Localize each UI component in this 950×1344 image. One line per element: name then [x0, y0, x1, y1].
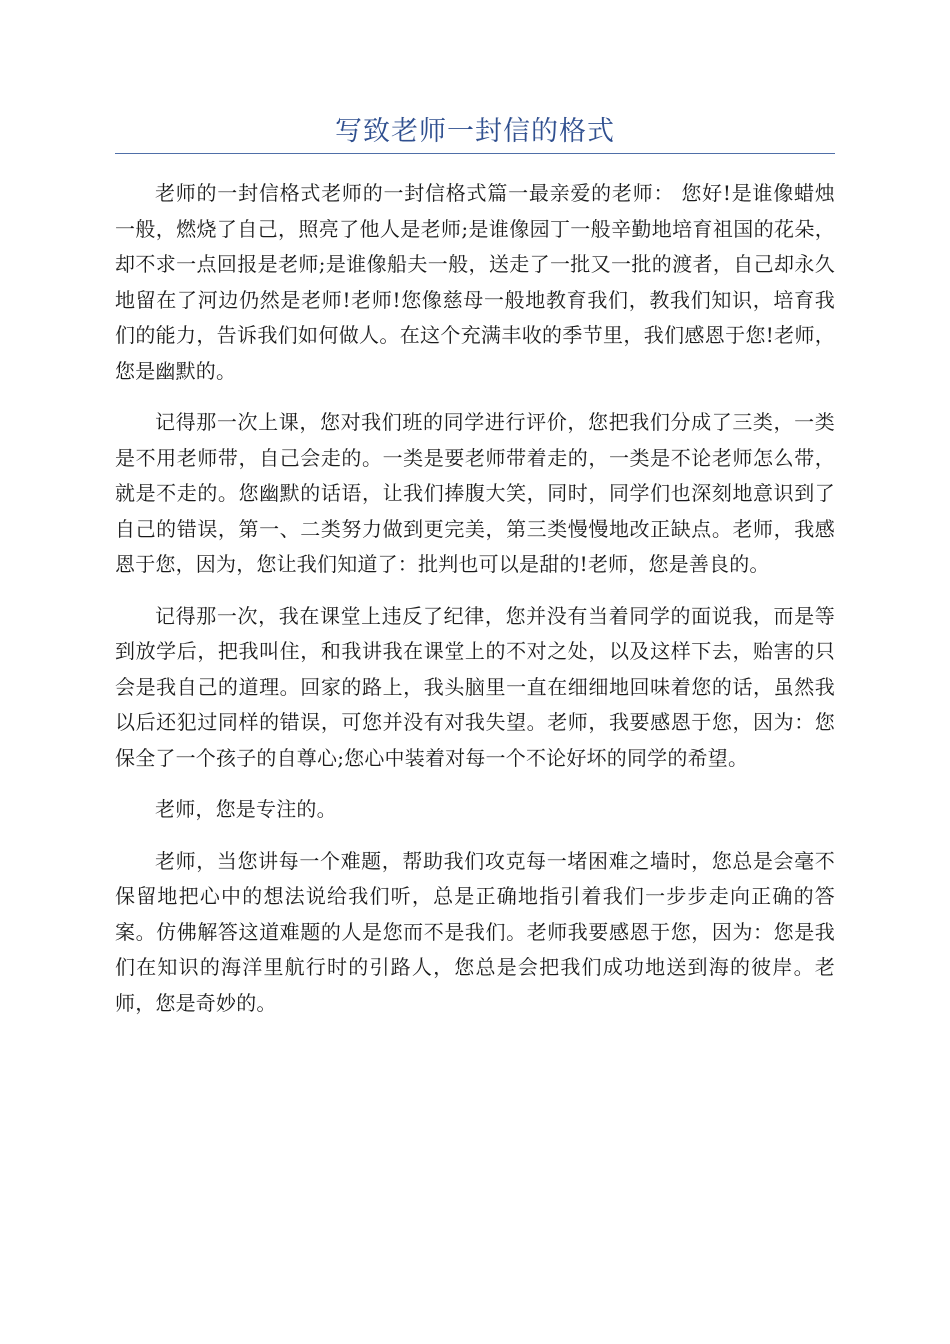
letter-body: [115, 176, 835, 1037]
paragraph-5: 老师，当您讲每一个难题，帮助我们攻克每一堵困难之墙时，您总是会毫不保留地把心中的想法说给我们听，总是正确地指引着我们一步步走向正确的答案。仿佛解答这道难题的人是您而不是我们。老师我要感恩于您，因为：您是我们在知识的海洋里航行时的引路人，您总是会把我们成功地送到海的彼岸。老师，您是奇妙的。: [115, 848, 835, 1015]
paragraph-4: 老师，您是专注的。: [155, 797, 337, 821]
title-underline: [115, 153, 835, 154]
paragraph-2: 记得那一次上课，您对我们班的同学进行评价，您把我们分成了三类，一类是不用老师带，自己会走的。一类是要老师带着走的，一类是不论老师怎么带，就是不走的。您幽默的话语，让我们捧腹大笑，同时，同学们也深刻地意识到了自己的错误，第一、二类努力做到更完美，第三类慢慢地改正缺点。老师，我感恩于您，因为，您让我们知道了：批判也可以是甜的!老师，您是善良的。: [115, 410, 835, 576]
paragraph-1: 老师的一封信格式老师的一封信格式篇一最亲爱的老师： 您好!是谁像蜡烛一般，燃烧了自己，照亮了他人是老师;是谁像园丁一般辛勤地培育祖国的花朵，却不求一点回报是老师;是谁像船夫一般，送走了一批又一批的渡者，自己却永久地留在了河边仍然是老师!老师!您像慈母一般地教育我们，教我们知识，培育我们的能力，告诉我们如何做人。在这个充满丰收的季节里，我们感恩于您!老师，您是幽默的。: [115, 181, 835, 383]
page-title: 写致老师一封信的格式: [335, 116, 615, 147]
paragraph-3: 记得那一次，我在课堂上违反了纪律，您并没有当着同学的面说我，而是等到放学后，把我叫住，和我讲我在课堂上的不对之处，以及这样下去，贻害的只会是我自己的道理。回家的路上，我头脑里一直在细细地回味着您的话，虽然我以后还犯过同样的错误，可您并没有对我失望。老师，我要感恩于您，因为：您保全了一个孩子的自尊心;您心中装着对每一个不论好坏的同学的希望。: [115, 603, 835, 770]
